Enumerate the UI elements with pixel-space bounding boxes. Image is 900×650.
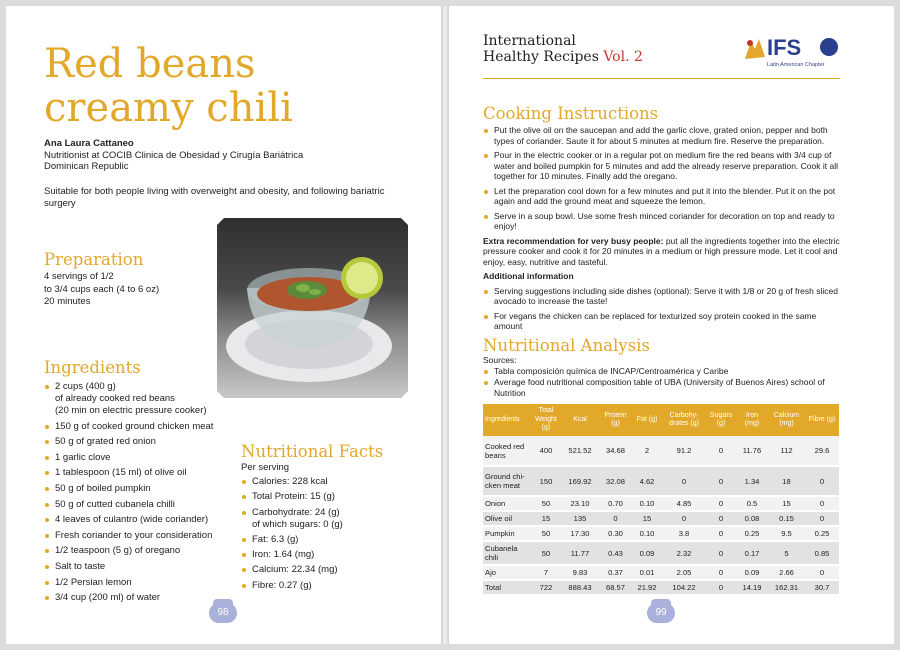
column-header: Protein (g) xyxy=(599,404,632,436)
table-cell: 0.09 xyxy=(632,541,662,565)
table-cell: 23.10 xyxy=(561,496,599,511)
table-cell: 0 xyxy=(805,565,839,580)
book-header-text: Healthy Recipes xyxy=(483,49,599,65)
extra-recommendation-label: Extra recommendation for very busy people: xyxy=(483,235,664,246)
preparation-line: 4 servings of 1/2 xyxy=(44,271,114,282)
cooking-step: Put the olive oil on the saucepan and add the garlic clove, grated onion, pepper and both types of coriander. Saute it for about 5 minutes at medium fire. Reserve the preparation. xyxy=(483,125,843,146)
column-header: Iron (mg) xyxy=(736,404,768,436)
table-cell: 17.30 xyxy=(561,526,599,541)
table-cell: 11.77 xyxy=(561,541,599,565)
table-cell: 15 xyxy=(768,496,805,511)
ifs-logo-text: IFS xyxy=(767,35,802,60)
table-cell: 0.15 xyxy=(768,511,805,526)
recipe-title-line-2: creamy chili xyxy=(44,85,293,131)
table-cell: 0.25 xyxy=(736,526,768,541)
cooking-step: Let the preparation cool down for a few minutes and put it into the blender. Put it on the pot again and add the ground meat and squeeze the lemon. xyxy=(483,186,843,207)
table-cell: 0.10 xyxy=(632,496,662,511)
source-item: Tabla composición química de INCAP/Centroamérica y Caribe xyxy=(483,366,843,377)
table-row xyxy=(483,580,839,595)
table-cell: Olive oil xyxy=(483,511,531,526)
extra-recommendation-text: put all the ingredients together into the electric pressure cooker and cook it for 20 minutes in a medium or high pressure mode. Let it cool and enjoy, easy, nutritive and tasteful. xyxy=(483,235,840,267)
table-row xyxy=(483,511,839,526)
table-cell: Ajo xyxy=(483,565,531,580)
recipe-title xyxy=(44,42,293,130)
author-block xyxy=(44,138,303,173)
table-cell: 50 xyxy=(531,496,561,511)
nutritional-facts xyxy=(241,462,343,595)
table-cell: 169.92 xyxy=(561,466,599,496)
nutrition-table xyxy=(483,404,839,596)
column-header: Carbohy-drates (g) xyxy=(662,404,706,436)
ingredient-text: of already cooked red beans xyxy=(55,393,175,404)
additional-info-title: Additional information xyxy=(483,271,574,281)
table-cell: 722 xyxy=(531,580,561,595)
cooking-instructions xyxy=(483,125,843,336)
column-header: Kcal xyxy=(561,404,599,436)
table-cell: 0.70 xyxy=(599,496,632,511)
table-cell: 14.19 xyxy=(736,580,768,595)
table-cell: 135 xyxy=(561,511,599,526)
table-row xyxy=(483,541,839,565)
table-cell: 0 xyxy=(599,511,632,526)
source-item: Average food nutritional composition table of UBA (University of Buenos Aires) school of Nutrition xyxy=(483,377,843,398)
table-cell: 0.10 xyxy=(632,526,662,541)
table-cell: 4.85 xyxy=(662,496,706,511)
table-cell: 50 xyxy=(531,526,561,541)
preparation-line: to 3/4 cups each (4 to 6 oz) xyxy=(44,283,160,295)
recipe-intro: Suitable for both people living with overweight and obesity, and following bariatric surgery xyxy=(44,186,385,209)
nutritional-facts-title: Nutritional Facts xyxy=(241,442,384,461)
column-header: Ingredients xyxy=(483,404,531,436)
ingredient-item xyxy=(44,381,244,417)
author-name: Ana Laura Cattaneo xyxy=(44,138,134,149)
header-divider xyxy=(483,78,840,79)
table-cell: 18 xyxy=(768,466,805,496)
column-header: Total Weight (g) xyxy=(531,404,561,436)
table-cell: 4.62 xyxy=(632,466,662,496)
ingredient-item: 3/4 cup (200 ml) of water xyxy=(44,592,244,604)
cooking-instructions-title: Cooking Instructions xyxy=(483,104,659,123)
fact-item: Calcium: 22.34 (mg) xyxy=(241,564,343,576)
table-row xyxy=(483,565,839,580)
cooking-steps xyxy=(483,125,843,232)
table-cell: 0 xyxy=(706,541,736,565)
sources-list xyxy=(483,366,843,399)
sources-block xyxy=(483,355,843,399)
table-cell: 0.09 xyxy=(736,565,768,580)
table-row xyxy=(483,526,839,541)
table-cell: 2.32 xyxy=(662,541,706,565)
cooking-step: Pour in the electric cooker or in a regular pot on medium fire the red beans with 3/4 cup of water and boiled pumpkin for 5 minutes and add the already reserve preparation. Cook it all together for 10 minutes. Finally add the oregano. xyxy=(483,150,843,182)
nutritional-facts-list xyxy=(241,476,343,592)
table-cell: 0.37 xyxy=(599,565,632,580)
table-cell: 0 xyxy=(706,580,736,595)
volume-label: Vol. 2 xyxy=(603,49,643,65)
book-spine xyxy=(441,6,449,644)
ingredients-list xyxy=(44,381,244,608)
table-cell: 2.05 xyxy=(662,565,706,580)
ingredient-item: 50 g of boiled pumpkin xyxy=(44,483,244,495)
table-cell: 21.92 xyxy=(632,580,662,595)
ingredient-item: 50 g of cutted cubanela chilli xyxy=(44,499,244,511)
table-cell: 50 xyxy=(531,541,561,565)
fact-item: Total Protein: 15 (g) xyxy=(241,491,343,503)
table-cell: Ground chi-cken meat xyxy=(483,466,531,496)
author-country: Dominican Republic xyxy=(44,161,129,172)
fact-item: Fat: 6.3 (g) xyxy=(241,534,343,546)
table-cell: 0.08 xyxy=(736,511,768,526)
column-header: Fibre (g) xyxy=(805,404,839,436)
table-cell: 3.8 xyxy=(662,526,706,541)
table-cell: 29.6 xyxy=(805,436,839,466)
table-cell: 0 xyxy=(706,466,736,496)
table-cell: 0.17 xyxy=(736,541,768,565)
cooking-step: Serve in a soup bowl. Use some fresh minced coriander for decoration on top and ready to enjoy! xyxy=(483,211,843,232)
table-cell: Total xyxy=(483,580,531,595)
table-cell: 15 xyxy=(531,511,561,526)
fact-item: Fibre: 0.27 (g) xyxy=(241,580,343,592)
ingredient-item: 150 g of cooked ground chicken meat xyxy=(44,421,244,433)
ingredient-item: 1 tablespoon (15 ml) of olive oil xyxy=(44,467,244,479)
additional-info-item: For vegans the chicken can be replaced for texturized soy protein cooked in the same amount xyxy=(483,311,843,332)
table-cell: 0.01 xyxy=(632,565,662,580)
table-cell: 68.57 xyxy=(599,580,632,595)
right-page xyxy=(449,6,894,644)
table-cell: 150 xyxy=(531,466,561,496)
left-page xyxy=(6,6,441,644)
table-cell: 0.43 xyxy=(599,541,632,565)
additional-info-list xyxy=(483,286,843,332)
table-cell: Cooked red beans xyxy=(483,436,531,466)
fact-item: Iron: 1.64 (mg) xyxy=(241,549,343,561)
table-cell: 0 xyxy=(805,496,839,511)
table-cell: 0 xyxy=(706,496,736,511)
table-cell: 112 xyxy=(768,436,805,466)
fact-text: Carbohydrate: 24 (g) xyxy=(252,506,340,518)
column-header: Calcium (mg) xyxy=(768,404,805,436)
recipe-title-line-1: Red beans xyxy=(44,41,256,87)
ingredient-item: 1 garlic clove xyxy=(44,452,244,464)
page-number-badge: 98 xyxy=(209,603,237,623)
table-cell: 9.5 xyxy=(768,526,805,541)
recipe-photo xyxy=(217,218,408,398)
table-cell: 91.2 xyxy=(662,436,706,466)
table-cell: 0.85 xyxy=(805,541,839,565)
ingredient-text: (20 min on electric pressure cooker) xyxy=(55,405,207,416)
fact-item: Calories: 228 kcal xyxy=(241,476,343,488)
ingredients-title: Ingredients xyxy=(44,358,141,377)
table-cell: 11.76 xyxy=(736,436,768,466)
table-cell: 0 xyxy=(662,466,706,496)
nutrition-table-body xyxy=(483,436,839,595)
ingredient-item: 50 g of grated red onion xyxy=(44,436,244,448)
preparation-line: 20 minutes xyxy=(44,296,91,307)
column-header: Fat (g) xyxy=(632,404,662,436)
table-row xyxy=(483,436,839,466)
book-header-line-2 xyxy=(483,49,643,65)
table-cell: 400 xyxy=(531,436,561,466)
table-cell: 9.83 xyxy=(561,565,599,580)
ifs-logo xyxy=(741,35,851,77)
table-cell: 32.08 xyxy=(599,466,632,496)
table-cell: 0 xyxy=(706,526,736,541)
table-row xyxy=(483,496,839,511)
column-header: Sugars (g) xyxy=(706,404,736,436)
ingredient-item: Fresh coriander to your consideration xyxy=(44,530,244,542)
extra-recommendation xyxy=(483,236,843,268)
per-serving-label: Per serving xyxy=(241,462,290,473)
page-number-badge: 99 xyxy=(647,603,675,623)
table-cell: 30.7 xyxy=(805,580,839,595)
table-cell: 2.66 xyxy=(768,565,805,580)
preparation-info xyxy=(44,271,159,309)
table-cell: 0.25 xyxy=(805,526,839,541)
table-cell: 34.68 xyxy=(599,436,632,466)
table-cell: 1.34 xyxy=(736,466,768,496)
globe-icon xyxy=(820,38,838,56)
table-cell: 5 xyxy=(768,541,805,565)
ifs-logo-icon xyxy=(741,37,769,63)
table-cell: Cubanela chili xyxy=(483,541,531,565)
table-cell: 521.52 xyxy=(561,436,599,466)
fact-item xyxy=(241,507,343,531)
ingredient-item: 4 leaves of culantro (wide coriander) xyxy=(44,514,244,526)
nutritional-analysis-title: Nutritional Analysis xyxy=(483,336,650,355)
table-cell: 0 xyxy=(706,511,736,526)
table-cell: 0 xyxy=(706,565,736,580)
book-header xyxy=(483,33,643,65)
preparation-title: Preparation xyxy=(44,250,144,269)
ifs-chapter-text: Latin American Chapter xyxy=(767,62,825,68)
additional-info-item: Serving suggestions including side dishes (optional): Serve it with 1/8 or 20 g of fresh sliced avocado to increase the taste! xyxy=(483,286,843,307)
fact-text: of which sugars: 0 (g) xyxy=(252,518,343,530)
ingredient-item: Salt to taste xyxy=(44,561,244,573)
table-cell: 104.22 xyxy=(662,580,706,595)
table-cell: 0.30 xyxy=(599,526,632,541)
ingredient-item: 1/2 teaspoon (5 g) of oregano xyxy=(44,545,244,557)
table-cell: Onion xyxy=(483,496,531,511)
table-cell: 888.43 xyxy=(561,580,599,595)
author-role: Nutritionist at COCIB Clinica de Obesidad y Cirugía Bariátrica xyxy=(44,149,304,161)
sources-label: Sources: xyxy=(483,355,517,365)
table-cell: 0 xyxy=(706,436,736,466)
book-header-line-1: International xyxy=(483,33,576,49)
ingredient-item: 1/2 Persian lemon xyxy=(44,577,244,589)
table-header-row xyxy=(483,404,839,436)
ingredient-text: 2 cups (400 g) xyxy=(55,381,116,392)
table-cell: 0 xyxy=(662,511,706,526)
table-cell: 162.31 xyxy=(768,580,805,595)
table-cell: 2 xyxy=(632,436,662,466)
table-cell: Pumpkin xyxy=(483,526,531,541)
table-row xyxy=(483,466,839,496)
table-cell: 0.5 xyxy=(736,496,768,511)
table-cell: 0 xyxy=(805,466,839,496)
table-cell: 15 xyxy=(632,511,662,526)
table-cell: 0 xyxy=(805,511,839,526)
table-cell: 7 xyxy=(531,565,561,580)
